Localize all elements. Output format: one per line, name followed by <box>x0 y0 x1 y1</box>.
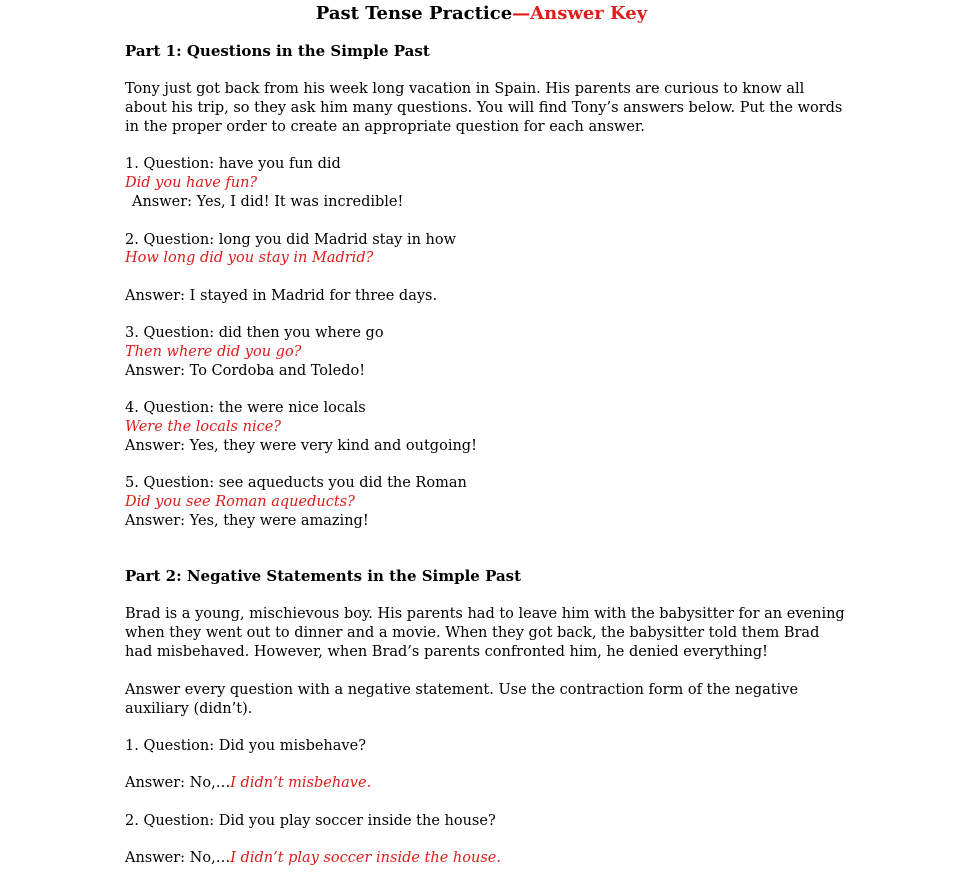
part1-q1-answer: Answer: Yes, I did! It was incredible! <box>132 194 404 210</box>
part2-intro: Brad is a young, mischievous boy. His parents had to leave him with the babysitter for an evening when they went out to dinner and a movie. When they got back, the babysitter told them Brad had misbehaved. However, when Brad’s parents confronted him, he denied everything! <box>125 606 845 660</box>
part2-q2-key: I didn’t play soccer inside the house. <box>230 850 501 866</box>
title-accent: Answer Key <box>530 3 648 24</box>
part2-instructions: Answer every question with a negative statement. Use the contraction form of the negative auxiliary (didn’t). <box>125 682 799 717</box>
part1-q5-question: 5. Question: see aqueducts you did the Roman <box>125 475 467 491</box>
part2-q1-key: I didn’t misbehave. <box>230 775 372 791</box>
part2-q1-question: 1. Question: Did you misbehave? <box>125 738 366 754</box>
part1-q3-question: 3. Question: did then you where go <box>125 325 384 341</box>
part1-q4-key: Were the locals nice? <box>125 419 282 435</box>
part1-q5-key: Did you see Roman aqueducts? <box>125 494 355 510</box>
page-title <box>0 4 963 24</box>
part1-q2-answer: Answer: I stayed in Madrid for three days. <box>125 288 438 304</box>
part1-q2-question: 2. Question: long you did Madrid stay in how <box>125 232 457 248</box>
part2-q1-answer <box>125 774 371 793</box>
title-dash: — <box>512 3 531 24</box>
title-main: Past Tense Practice <box>315 3 513 24</box>
part1-q4-question: 4. Question: the were nice locals <box>125 400 366 416</box>
part1-q2-key: How long did you stay in Madrid? <box>125 250 374 266</box>
part1-intro: Tony just got back from his week long vacation in Spain. His parents are curious to know all about his trip, so they ask him many questions. You will find Tony’s answers below. Put the words in the proper order to create an appropriate question for each answer. <box>125 81 843 135</box>
part2-q2-answer <box>125 849 501 868</box>
part1-q3-key: Then where did you go? <box>125 344 302 360</box>
part2-heading: Part 2: Negative Statements in the Simple Past <box>125 567 522 585</box>
part1-q1-key: Did you have fun? <box>125 175 258 191</box>
part1-q4-answer: Answer: Yes, they were very kind and outgoing! <box>125 438 477 454</box>
part2-q1-answer-prefix: Answer: No,… <box>125 775 231 791</box>
part1-q3-answer: Answer: To Cordoba and Toledo! <box>125 363 366 379</box>
part2-q2-answer-prefix: Answer: No,… <box>125 850 231 866</box>
part1-q1-question: 1. Question: have you fun did <box>125 156 341 172</box>
part2-q2-question: 2. Question: Did you play soccer inside the house? <box>125 813 496 829</box>
part1-heading: Part 1: Questions in the Simple Past <box>125 42 430 60</box>
part1-q5-answer: Answer: Yes, they were amazing! <box>125 513 369 529</box>
